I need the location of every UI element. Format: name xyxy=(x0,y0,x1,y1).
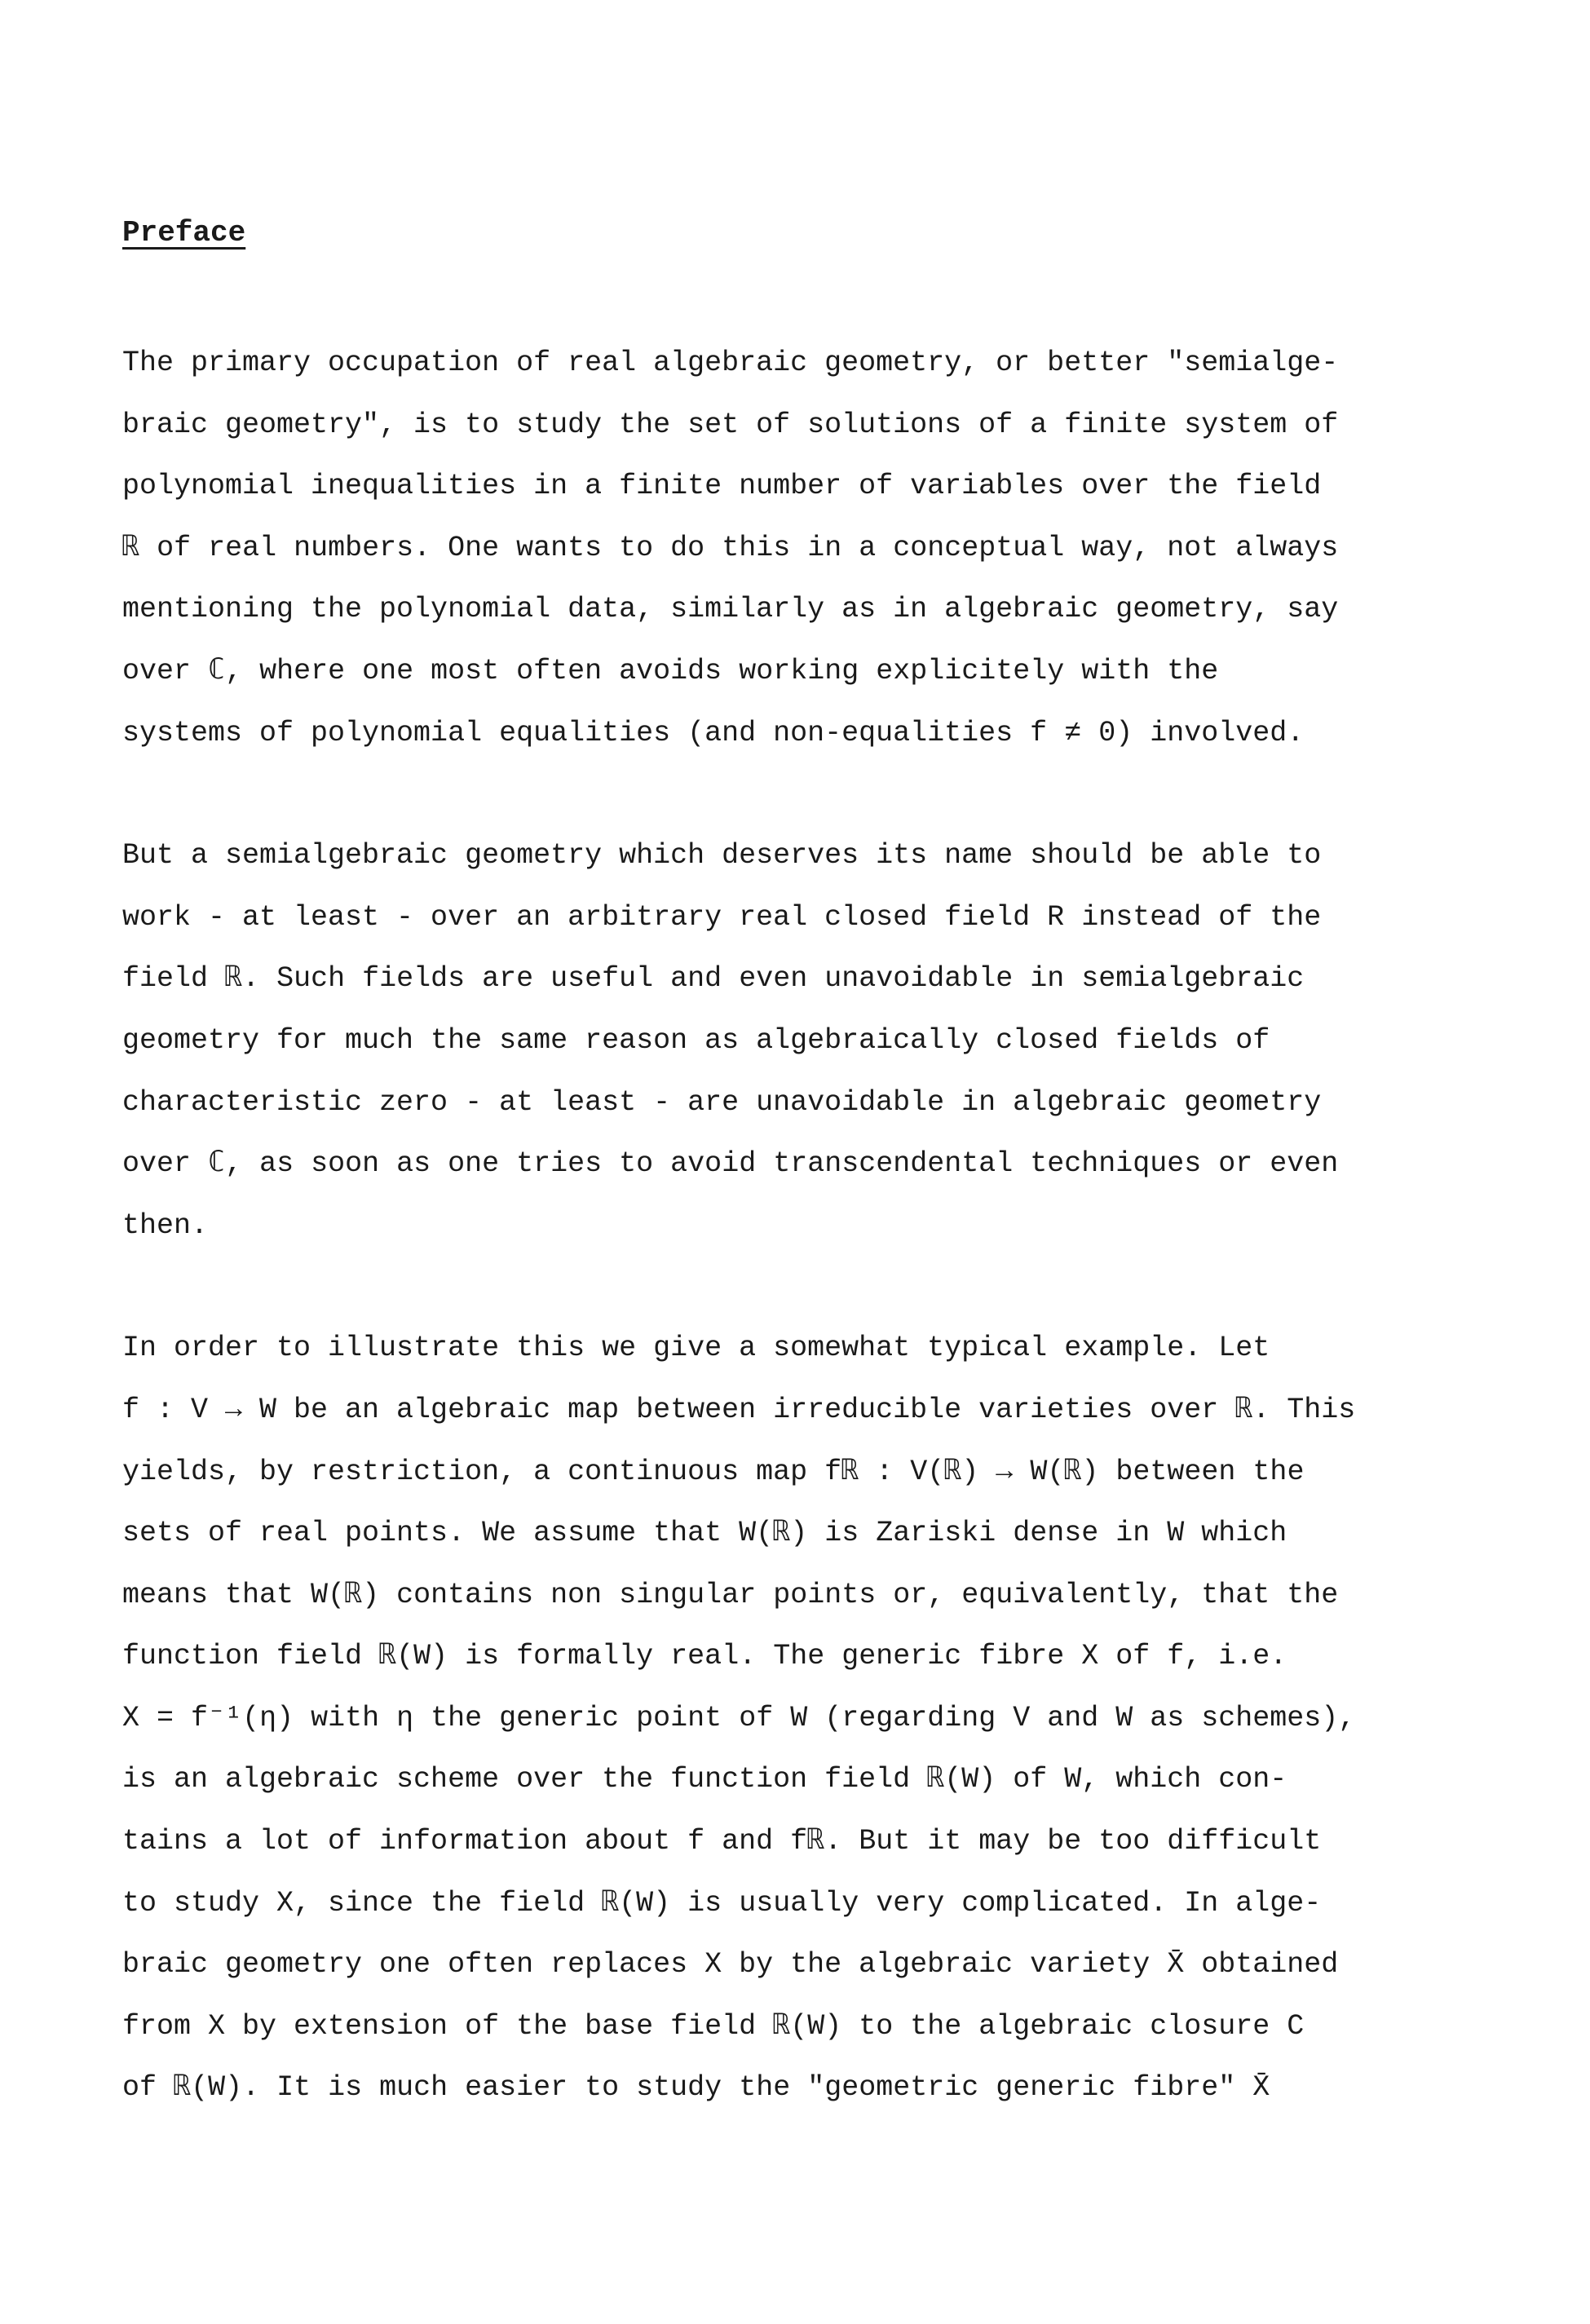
text-line: is an algebraic scheme over the function field ℝ(W) of W, which con- xyxy=(122,1763,1287,1796)
text-line: tains a lot of information about f and fℝ. But it may be too difficult xyxy=(122,1825,1322,1858)
text-line: over ℂ, where one most often avoids working explicitely with the xyxy=(122,654,1219,687)
text-line: sets of real points. We assume that W(ℝ) is Zariski dense in W which xyxy=(122,1517,1287,1550)
text-line: The primary occupation of real algebraic geometry, or better "semialge- xyxy=(122,347,1339,379)
text-line: then. xyxy=(122,1208,209,1242)
text-line: characteristic zero - at least - are unavoidable in algebraic geometry xyxy=(122,1085,1322,1119)
text-line: polynomial inequalities in a finite number of variables over the field xyxy=(122,470,1322,503)
text-line: geometry for much the same reason as algebraically closed fields of xyxy=(122,1023,1270,1057)
text-line: mentioning the polynomial data, similarly as in algebraic geometry, say xyxy=(122,593,1339,626)
paragraph-2 xyxy=(122,825,1460,1257)
text-line: function field ℝ(W) is formally real. The generic fibre X of f, i.e. xyxy=(122,1640,1287,1673)
text-line: means that W(ℝ) contains non singular points or, equivalently, that the xyxy=(122,1578,1339,1611)
text-line: of ℝ(W). It is much easier to study the "geometric generic fibre" X̄ xyxy=(122,2071,1270,2105)
document-page xyxy=(122,208,1460,2119)
text-line: over ℂ, as soon as one tries to avoid transcendental techniques or even xyxy=(122,1147,1339,1181)
text-line: braic geometry one often replaces X by the algebraic variety X̄ obtained xyxy=(122,1948,1339,1982)
text-line: ℝ of real numbers. One wants to do this in a conceptual way, not always xyxy=(122,531,1339,564)
text-line: braic geometry", is to study the set of solutions of a finite system of xyxy=(122,408,1339,441)
text-line: f : V → W be an algebraic map between irreducible varieties over ℝ. This xyxy=(122,1393,1356,1426)
text-line: from X by extension of the base field ℝ(W) to the algebraic closure C xyxy=(122,2009,1305,2043)
page-title: Preface xyxy=(122,216,246,250)
text-line: X = f⁻¹(η) with η the generic point of W (regarding V and W as schemes), xyxy=(122,1701,1356,1734)
paragraph-1 xyxy=(122,333,1460,764)
text-line: field ℝ. Such fields are useful and even unavoidable in semialgebraic xyxy=(122,962,1305,996)
text-line: work - at least - over an arbitrary real closed field R instead of the xyxy=(122,900,1322,934)
text-line: In order to illustrate this we give a somewhat typical example. Let xyxy=(122,1332,1270,1365)
text-line: But a semialgebraic geometry which deserves its name should be able to xyxy=(122,839,1322,873)
text-line: yields, by restriction, a continuous map fℝ : V(ℝ) → W(ℝ) between the xyxy=(122,1455,1305,1488)
paragraph-3 xyxy=(122,1318,1460,2119)
text-line: systems of polynomial equalities (and non-equalities f ≠ 0) involved. xyxy=(122,716,1305,749)
text-line: to study X, since the field ℝ(W) is usually very complicated. In alge- xyxy=(122,1886,1322,1920)
